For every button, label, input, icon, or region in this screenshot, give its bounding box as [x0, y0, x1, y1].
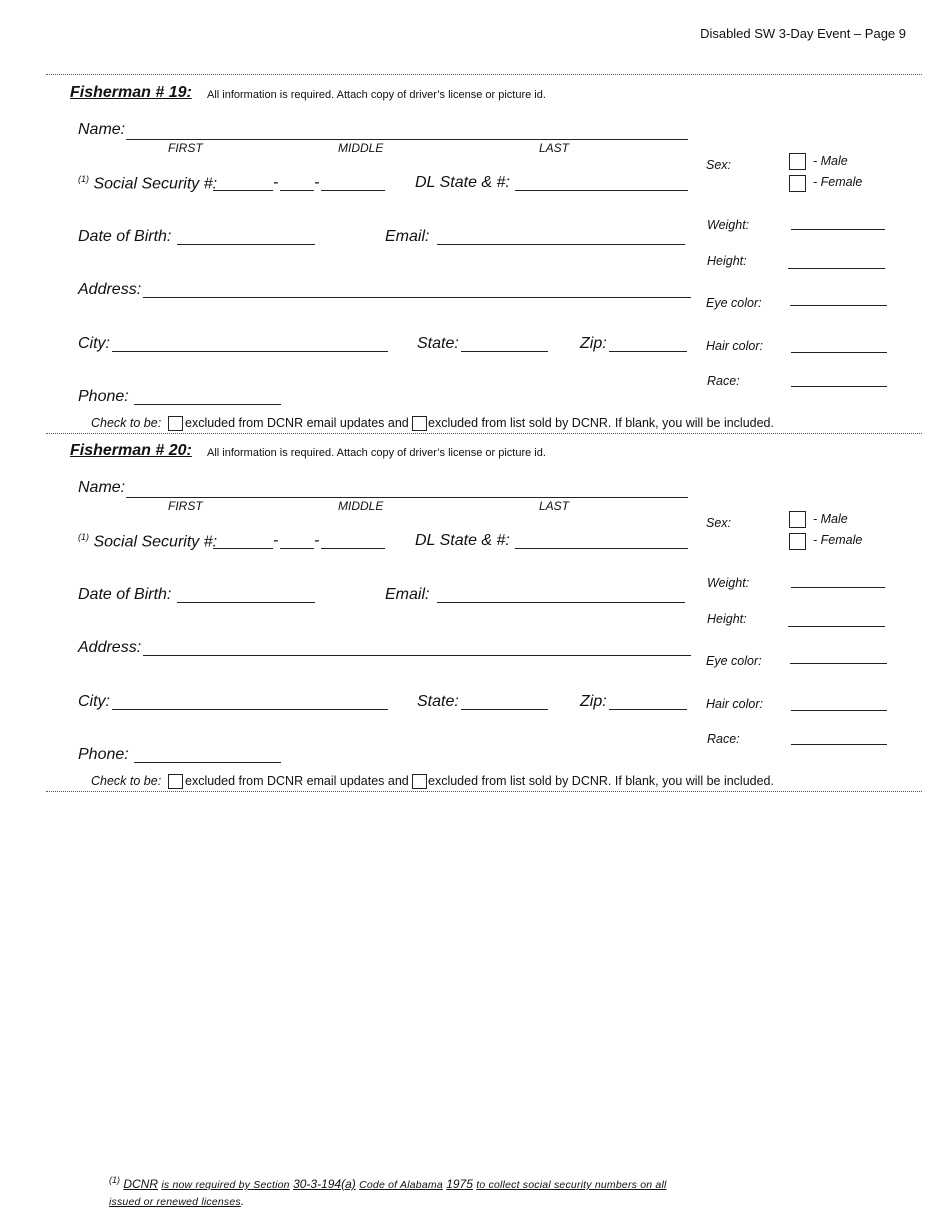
weight-label: Weight: — [707, 576, 750, 590]
ssn-part1-field[interactable] — [213, 190, 273, 191]
fisherman-section — [0, 434, 950, 794]
last-caption: LAST — [539, 499, 570, 513]
zip-label: Zip: — [580, 693, 607, 710]
footnote-end: . — [240, 1194, 245, 1208]
check-prefix: Check to be: — [91, 416, 162, 430]
female-label: - Female — [813, 175, 863, 189]
section-divider — [46, 74, 922, 75]
phone-label: Phone: — [78, 746, 129, 763]
fisherman-section — [0, 76, 950, 436]
dob-field[interactable] — [177, 602, 315, 603]
footnote-section-number: 30-3-194(a) — [293, 1177, 356, 1191]
footnote-text-4: issued or renewed licenses — [109, 1196, 241, 1208]
female-checkbox[interactable] — [789, 533, 806, 550]
dob-label: Date of Birth: — [78, 228, 172, 245]
eye-color-label: Eye color: — [706, 654, 762, 668]
dl-label: DL State & #: — [415, 532, 510, 549]
ssn-label — [78, 532, 217, 551]
ssn-part3-field[interactable] — [321, 548, 385, 549]
male-checkbox[interactable] — [789, 511, 806, 528]
email-field[interactable] — [437, 244, 685, 245]
weight-field[interactable] — [791, 587, 885, 588]
phone-label: Phone: — [78, 388, 129, 405]
city-field[interactable] — [112, 709, 388, 710]
section-note: All information is required. Attach copy of driver’s license or picture id. — [207, 89, 546, 101]
check-prefix: Check to be: — [91, 774, 162, 788]
height-field[interactable] — [788, 626, 885, 627]
last-caption: LAST — [539, 141, 570, 155]
state-label: State: — [417, 335, 459, 352]
zip-field[interactable] — [609, 709, 687, 710]
middle-caption: MIDDLE — [338, 499, 384, 513]
male-label: - Male — [813, 154, 848, 168]
page-header: Disabled SW 3-Day Event – Page 9 — [700, 26, 906, 41]
ssn-part2-field[interactable] — [280, 548, 314, 549]
section-note: All information is required. Attach copy of driver’s license or picture id. — [207, 447, 546, 459]
zip-label: Zip: — [580, 335, 607, 352]
height-label: Height: — [707, 254, 747, 268]
email-label: Email: — [385, 586, 430, 603]
female-label: - Female — [813, 533, 863, 547]
ssn-label-text: Social Security #: — [93, 533, 218, 551]
sex-label: Sex: — [706, 516, 732, 530]
height-label: Height: — [707, 612, 747, 626]
check-line — [91, 774, 161, 788]
address-field[interactable] — [143, 655, 691, 656]
address-field[interactable] — [143, 297, 691, 298]
footnote-ref: (1) — [109, 1175, 120, 1185]
race-field[interactable] — [791, 386, 887, 387]
weight-label: Weight: — [707, 218, 750, 232]
phone-field[interactable] — [134, 404, 281, 405]
ssn-footnote-ref: (1) — [78, 532, 89, 542]
ssn-part1-field[interactable] — [213, 548, 273, 549]
city-label: City: — [78, 693, 110, 710]
email-optout-checkbox[interactable] — [168, 774, 183, 789]
name-field[interactable] — [126, 497, 688, 498]
section-title: Fisherman # 19: — [70, 84, 192, 101]
first-caption: FIRST — [168, 141, 203, 155]
footnote-text-3: to collect social security numbers on all — [476, 1179, 667, 1191]
race-label: Race: — [707, 732, 740, 746]
list-optout-checkbox[interactable] — [412, 416, 427, 431]
footnote-year: 1975 — [446, 1177, 473, 1191]
ssn-dash: - — [273, 174, 279, 191]
state-field[interactable] — [461, 351, 548, 352]
eye-color-field[interactable] — [790, 305, 887, 306]
name-label: Name: — [78, 479, 126, 496]
sex-label: Sex: — [706, 158, 732, 172]
hair-color-field[interactable] — [791, 710, 887, 711]
check-line — [91, 416, 161, 430]
middle-caption: MIDDLE — [338, 141, 384, 155]
city-label: City: — [78, 335, 110, 352]
ssn-part3-field[interactable] — [321, 190, 385, 191]
check-option-2: excluded from list sold by DCNR. If blank, you will be included. — [428, 774, 774, 788]
state-field[interactable] — [461, 709, 548, 710]
phone-field[interactable] — [134, 762, 281, 763]
section-divider — [46, 791, 922, 792]
address-label: Address: — [78, 281, 142, 298]
check-option-2: excluded from list sold by DCNR. If blank, you will be included. — [428, 416, 774, 430]
ssn-dash: - — [314, 174, 320, 191]
footnote-agency: DCNR — [123, 1177, 159, 1191]
footnote-text-1: is now required by Section — [161, 1179, 290, 1191]
ssn-dash: - — [314, 532, 320, 549]
check-option-1: excluded from DCNR email updates and — [185, 416, 409, 430]
hair-color-label: Hair color: — [706, 339, 763, 353]
check-option-1: excluded from DCNR email updates and — [185, 774, 409, 788]
weight-field[interactable] — [791, 229, 885, 230]
email-optout-checkbox[interactable] — [168, 416, 183, 431]
email-label: Email: — [385, 228, 430, 245]
city-field[interactable] — [112, 351, 388, 352]
dl-field[interactable] — [515, 548, 688, 549]
race-label: Race: — [707, 374, 740, 388]
first-caption: FIRST — [168, 499, 203, 513]
height-field[interactable] — [788, 268, 885, 269]
section-title: Fisherman # 20: — [70, 442, 192, 459]
footnote — [109, 1172, 667, 1210]
male-checkbox[interactable] — [789, 153, 806, 170]
hair-color-label: Hair color: — [706, 697, 763, 711]
state-label: State: — [417, 693, 459, 710]
section-divider — [46, 433, 922, 434]
name-label: Name: — [78, 121, 126, 138]
name-field[interactable] — [126, 139, 688, 140]
dl-field[interactable] — [515, 190, 688, 191]
footnote-text-2: Code of Alabama — [359, 1179, 443, 1191]
address-label: Address: — [78, 639, 142, 656]
zip-field[interactable] — [609, 351, 687, 352]
male-label: - Male — [813, 512, 848, 526]
hair-color-field[interactable] — [791, 352, 887, 353]
eye-color-label: Eye color: — [706, 296, 762, 310]
ssn-footnote-ref: (1) — [78, 174, 89, 184]
dob-label: Date of Birth: — [78, 586, 172, 603]
dl-label: DL State & #: — [415, 174, 510, 191]
race-field[interactable] — [791, 744, 887, 745]
female-checkbox[interactable] — [789, 175, 806, 192]
ssn-label — [78, 174, 217, 193]
ssn-dash: - — [273, 532, 279, 549]
ssn-part2-field[interactable] — [280, 190, 314, 191]
list-optout-checkbox[interactable] — [412, 774, 427, 789]
email-field[interactable] — [437, 602, 685, 603]
dob-field[interactable] — [177, 244, 315, 245]
ssn-label-text: Social Security #: — [93, 175, 218, 193]
eye-color-field[interactable] — [790, 663, 887, 664]
